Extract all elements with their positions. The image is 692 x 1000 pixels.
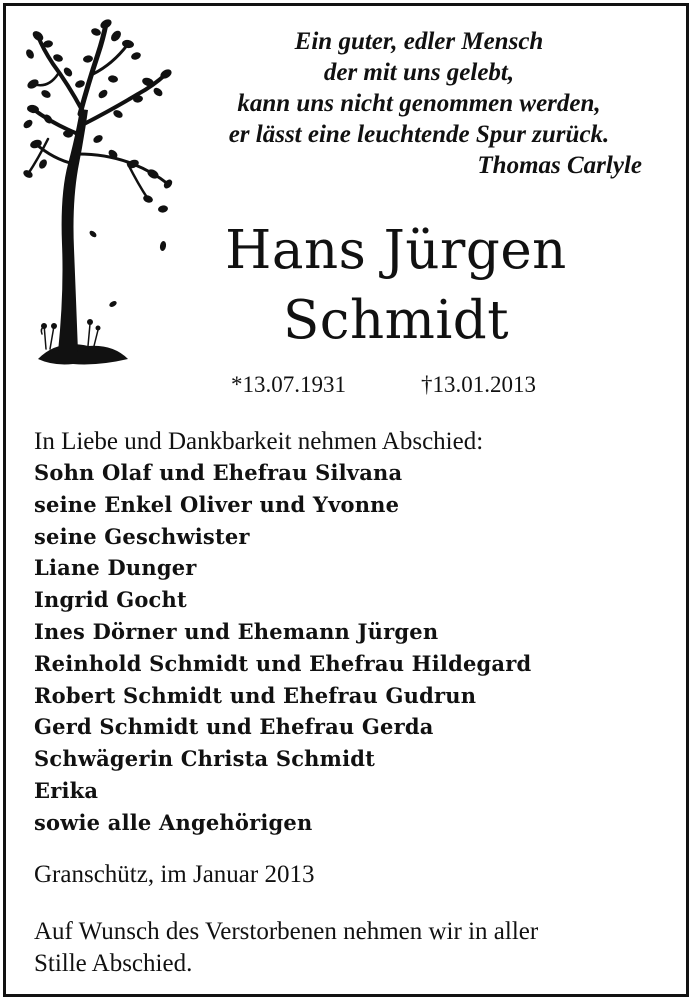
closing-line: Auf Wunsch des Verstorbenen nehmen wir in aller [34, 918, 539, 945]
closing-note [34, 916, 674, 980]
tree-icon [18, 14, 178, 384]
mourner-item: Gerd Schmidt und Ehefrau Gerda [34, 714, 434, 740]
closing-line: Stille Abschied. [34, 950, 193, 977]
mourner-item: Ingrid Gocht [34, 587, 187, 613]
deceased-last-name: Schmidt [282, 290, 510, 351]
quote-line: Ein guter, edler Mensch [294, 28, 544, 55]
mourner-item: seine Geschwister [34, 523, 250, 549]
quote-author: Thomas Carlyle [477, 152, 642, 179]
farewell-intro: In Liebe und Dankbarkeit nehmen Abschied: [34, 428, 484, 455]
birth-date: *13.07.1931 [231, 372, 346, 397]
quote-line: er lässt eine leuchtende Spur zurück. [228, 121, 610, 148]
quote-line: kann uns nicht genommen werden, [237, 90, 601, 117]
mourner-item: seine Enkel Oliver und Yvonne [34, 491, 400, 517]
mourner-item: sowie alle Angehörigen [34, 809, 313, 835]
mourner-item: Ines Dörner und Ehemann Jürgen [34, 618, 439, 644]
mourner-item: Reinhold Schmidt und Ehefrau Hildegard [34, 650, 532, 676]
death-date: †13.01.2013 [421, 372, 536, 397]
memorial-quote [184, 26, 654, 181]
deceased-name [166, 216, 626, 356]
mourner-item: Schwägerin Christa Schmidt [34, 746, 376, 772]
mourners-list [34, 457, 531, 839]
place-date: Granschütz, im Januar 2013 [34, 861, 315, 888]
mourner-item: Erika [34, 777, 99, 803]
mourner-item: Sohn Olaf und Ehefrau Silvana [34, 460, 403, 485]
deceased-first-name: Hans Jürgen [225, 220, 567, 281]
mourner-item: Liane Dunger [34, 555, 197, 581]
obituary-card [3, 3, 689, 997]
quote-line: der mit uns gelebt, [323, 59, 515, 86]
mourner-item: Robert Schmidt und Ehefrau Gudrun [34, 682, 477, 708]
